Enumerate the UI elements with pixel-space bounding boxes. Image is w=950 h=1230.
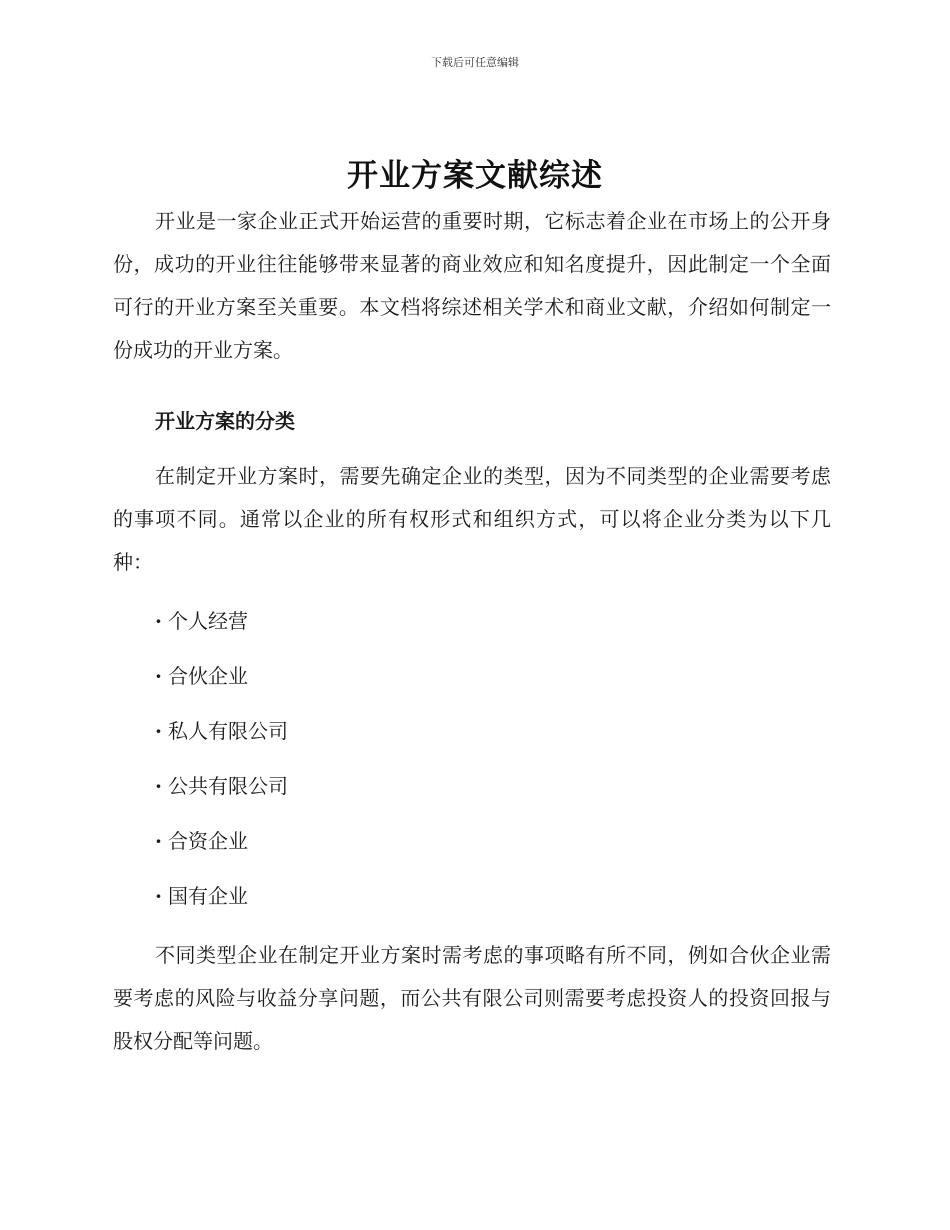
bullet-icon: · [155,774,162,798]
document-body [113,200,831,1063]
list-item [113,594,831,649]
list-item-label: 公共有限公司 [168,774,288,798]
closing-paragraph: 不同类型企业在制定开业方案时需考虑的事项略有所不同，例如合伙企业需要考虑的风险与收益分享问题，而公共有限公司则需要考虑投资人的投资回报与股权分配等问题。 [113,943,831,1053]
bullet-icon: · [155,884,162,908]
bullet-icon: · [155,609,162,633]
list-item-label: 合伙企业 [168,664,248,688]
list-item-label: 私人有限公司 [168,719,288,743]
bullet-icon: · [155,664,162,688]
list-item [113,869,831,924]
section-paragraph: 在制定开业方案时，需要先确定企业的类型，因为不同类型的企业需要考虑的事项不同。通常以企业的所有权形式和组织方式，可以将企业分类为以下几种： [113,464,831,574]
list-item-label: 个人经营 [168,609,248,633]
bullet-icon: · [155,719,162,743]
list-item-label: 合资企业 [168,829,248,853]
section-heading: 开业方案的分类 [155,409,295,433]
intro-paragraph: 开业是一家企业正式开始运营的重要时期，它标志着企业在市场上的公开身份，成功的开业往往能够带来显著的商业效应和知名度提升，因此制定一个全面可行的开业方案至关重要。本文档将综述相关学术和商业文献，介绍如何制定一份成功的开业方案。 [113,209,831,362]
header-note: 下载后可任意编辑 [431,56,519,69]
list-item [113,649,831,704]
list-item [113,759,831,814]
bullet-icon: · [155,829,162,853]
list-item [113,814,831,869]
list-item-label: 国有企业 [168,884,248,908]
page-title: 开业方案文献综述 [347,158,603,194]
list-item [113,704,831,759]
enterprise-type-list [113,594,831,924]
